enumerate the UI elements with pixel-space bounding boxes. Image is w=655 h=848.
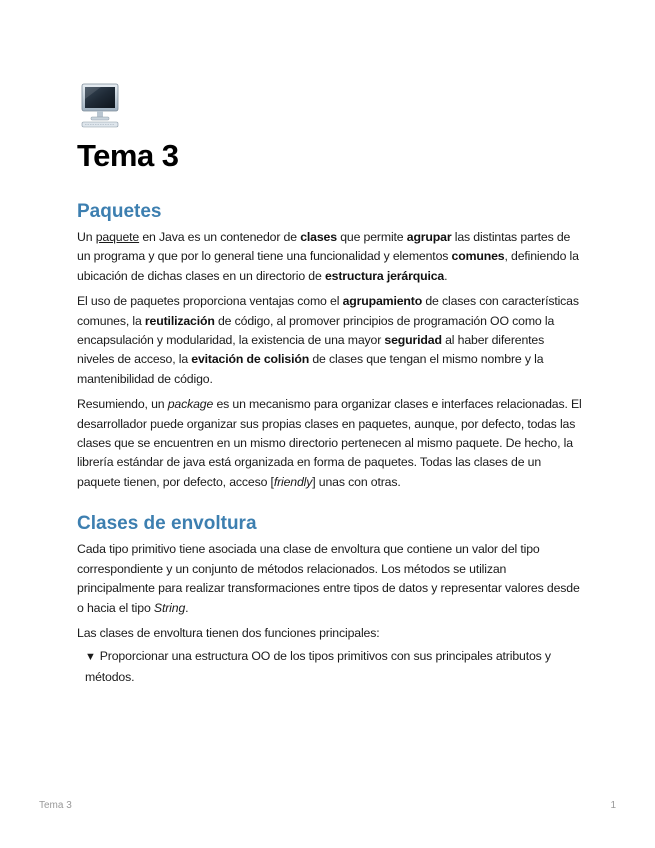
- section-heading-paquetes: Paquetes: [77, 201, 162, 222]
- paragraph: Un paquete en Java es un contenedor de clases que permite agrupar las distintas partes de un programa y que por lo general tiene una funcionalidad y elementos comunes, definiendo la ubicación de dichas clases en un directorio de estructura jerárquica.: [77, 230, 579, 283]
- footer-title: Tema 3: [39, 800, 72, 811]
- paragraph: Resumiendo, un package es un mecanismo para organizar clases e interfaces relacionadas. El desarrollador puede organizar sus propias clases en paquetes, aunque, por defecto, todas las clases que se encuentren en un mismo directorio pertenecen al mismo paquete. De hecho, la librería estándar de java está organizada en forma de paquetes. Todas las clases de un paquete tienen, por defecto, acceso [friendly] unas con otras.: [77, 397, 582, 489]
- paragraph: Las clases de envoltura tienen dos funciones principales:: [77, 625, 380, 640]
- document-page: [77, 82, 582, 687]
- page-title: Tema 3: [77, 138, 179, 173]
- page-number: 1: [610, 800, 616, 811]
- paragraph: Cada tipo primitivo tiene asociada una clase de envoltura que contiene un valor del tipo correspondiente y un conjunto de métodos relacionados. Los métodos se utilizan principalmente para realizar transformaciones entre tipos de datos y representar valores desde o hacia el tipo String.: [77, 542, 580, 615]
- bullet-list: [77, 647, 582, 687]
- triangle-down-icon: ▼: [85, 651, 96, 664]
- paragraph: El uso de paquetes proporciona ventajas como el agrupamiento de clases con características comunes, la reutilización de código, al promover principios de programación OO como la encapsulación y modularidad, la existencia de una mayor seguridad al haber diferentes niveles de acceso, la evitación de colisión de clases que tengan el mismo nombre y la mantenibilidad de código.: [77, 294, 579, 386]
- section-heading-clases-de-envoltura: Clases de envoltura: [77, 513, 257, 535]
- paquete-link[interactable]: paquete: [95, 230, 140, 244]
- desktop-computer-icon: [79, 82, 121, 128]
- list-item: ▼ Proporcionar una estructura OO de los tipos primitivos con sus principales atributos y métodos.: [85, 649, 551, 684]
